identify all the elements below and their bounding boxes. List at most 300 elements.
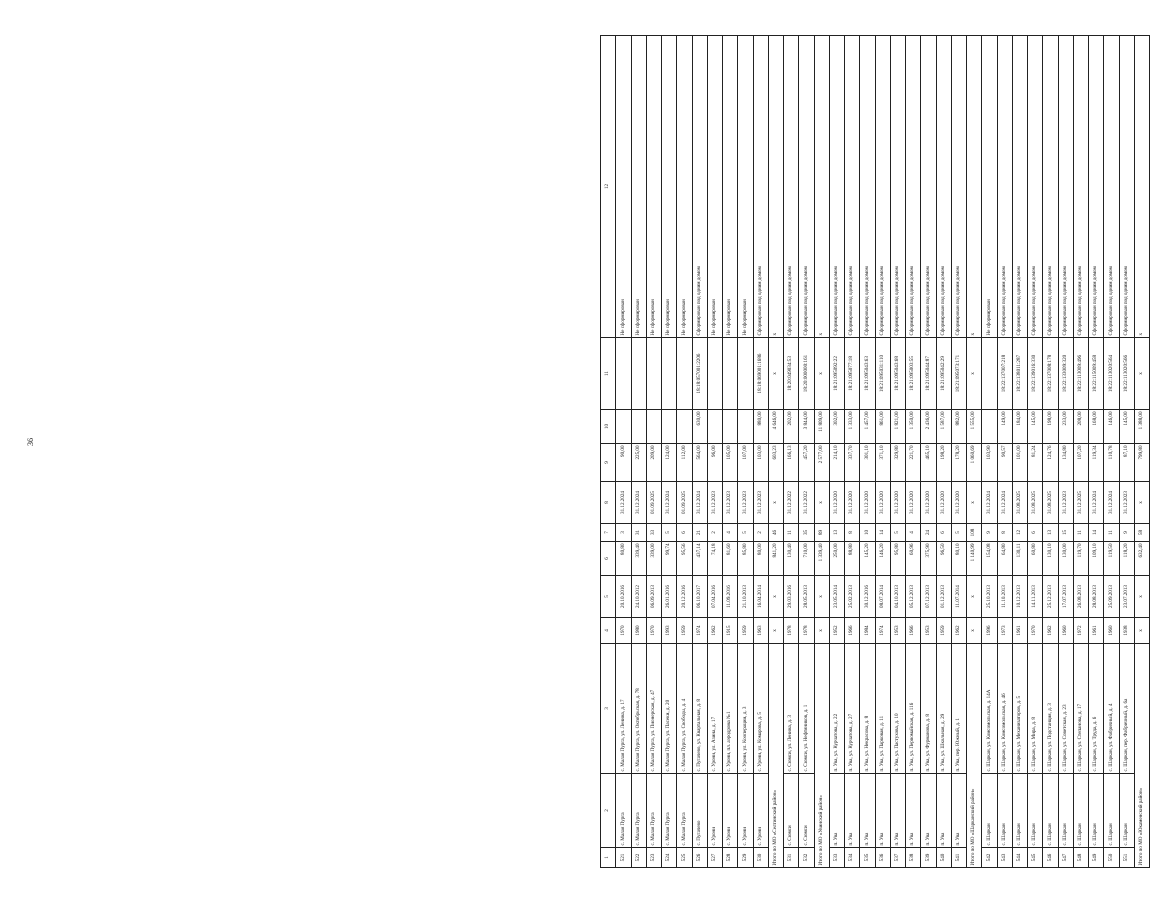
table-cell: 10 (860, 524, 875, 542)
table-cell (631, 338, 646, 410)
table-cell: п. Ува, ул. Фурманова, д. 8 (921, 644, 936, 774)
table-cell: 233,00 (1058, 410, 1073, 444)
table-cell: 31.08.2025 (1043, 482, 1058, 524)
table-cell: 96,00 (707, 444, 722, 482)
table-row (1028, 36, 1043, 868)
table-cell: 31.12.2020 (921, 482, 936, 524)
table-cell: Не сформирован (677, 36, 692, 338)
subtotal-label: Итого по МО «Селтинский район» (768, 644, 783, 868)
table-row (662, 36, 677, 868)
table-cell: с. Урони, ул. Кооперации, д. 3 (738, 644, 753, 774)
table-cell: 20.12.2016 (677, 576, 692, 618)
table-cell: 18:22:113009:496 (1073, 338, 1088, 410)
table-cell: 24 (921, 524, 936, 542)
table-cell: 89 (814, 524, 829, 542)
table-cell: 1 587,00 (936, 410, 951, 444)
table-cell: 1970 (1028, 618, 1043, 644)
table-cell: 603,23 (768, 444, 783, 482)
table-cell: 11 (784, 524, 799, 542)
table-cell: с. Шаркан, ул. Комсомольская, д. 46 (997, 644, 1012, 774)
table-cell: 437,14 (692, 542, 707, 576)
table-cell: 198,00 (1043, 410, 1058, 444)
table-cell: с. Сюмси, ул. Нефтяников, д. 1 (799, 644, 814, 774)
table-cell: 1996 (982, 618, 997, 644)
table-cell: Не сформирован (662, 36, 677, 338)
table-cell: 87,10 (1119, 444, 1134, 482)
table-cell: п. Ува, ул. Пастухова, д. 10 (890, 644, 905, 774)
table-cell: 5 (662, 524, 677, 542)
table-cell: 225,00 (631, 444, 646, 482)
table-cell: 1 555,00 (967, 410, 982, 444)
table-cell: 184,00 (1012, 410, 1027, 444)
table-cell: 18:21:095044:87 (921, 338, 936, 410)
table-cell: 04.10.2013 (890, 576, 905, 618)
table-cell: Сформирован под одним домом (753, 36, 768, 338)
table-cell: 31.12.2023 (753, 482, 768, 524)
table-cell: x (768, 576, 783, 618)
table-cell: 01.09.2025 (646, 482, 661, 524)
table-cell (662, 338, 677, 410)
table-cell: 549 (1089, 848, 1104, 868)
table-cell: 85,80 (738, 542, 753, 576)
table-cell: x (814, 618, 829, 644)
table-cell: п. Ува (845, 774, 860, 848)
table-cell: 31.12.2020 (890, 482, 905, 524)
table-cell: с. Урони, ул. Комарова, д. 5 (753, 644, 768, 774)
table-row (1043, 36, 1058, 868)
table-cell: п. Ува, ул. Первомайская, д. 116 (906, 644, 921, 774)
table-cell: п. Ува (936, 774, 951, 848)
table-cell: 18:21:095031:110 (875, 338, 890, 410)
table-cell: 145,00 (1119, 410, 1134, 444)
table-cell: с. Шаркан (1028, 774, 1043, 848)
table-cell: Не сформирован (982, 36, 997, 338)
table-cell: 101,00 (1012, 444, 1027, 482)
table-row (1058, 36, 1073, 868)
table-cell: 103,00 (753, 444, 768, 482)
table-cell (982, 338, 997, 410)
table-cell: 90,57 (997, 444, 1012, 482)
table-cell: 548 (1073, 848, 1088, 868)
table-cell: с. Малая Пурга (646, 774, 661, 848)
table-cell: 534 (845, 848, 860, 868)
table-cell: 523 (646, 848, 661, 868)
table-cell: с. Малая Пурга, ул. Свободы, д. 4 (677, 644, 692, 774)
table-cell: 31.12.2024 (616, 482, 631, 524)
table-cell: с. Урони (707, 774, 722, 848)
table-cell: 551 (1119, 848, 1134, 868)
table-cell: 26.01.2016 (662, 576, 677, 618)
table-cell: 31.12.2024 (692, 482, 707, 524)
table-cell: 60,96 (906, 542, 921, 576)
table-cell: 15 (1058, 524, 1073, 542)
table-row (784, 36, 799, 868)
table-cell: 882,00 (951, 410, 966, 444)
table-cell: 18:22:137008:178 (1043, 338, 1058, 410)
table-cell: 25.12.2013 (1043, 576, 1058, 618)
table-row (1012, 36, 1027, 868)
table-cell: 1962 (707, 618, 722, 644)
table-cell: 550 (1104, 848, 1119, 868)
table-body (601, 36, 1150, 868)
table-cell: 31.08.2025 (1028, 482, 1043, 524)
table-cell (616, 338, 631, 410)
table-row (890, 36, 905, 868)
table-cell: 18:22:133009:320 (1058, 338, 1073, 410)
table-cell: 80,80 (616, 542, 631, 576)
table-cell: 1993 (662, 618, 677, 644)
table-cell: 525 (677, 848, 692, 868)
column-header: 11 (601, 338, 616, 410)
table-cell: с. Шаркан, ул. Фабричный, д. 4 (1104, 644, 1119, 774)
table-cell: с. Шаркан (1058, 774, 1073, 848)
table-cell: п. Ува, ул. Курчатова, д. 27 (845, 644, 860, 774)
table-cell: 18:21:095043:63 (860, 338, 875, 410)
table-cell: с. Малая Пурга (662, 774, 677, 848)
table-cell: x (1134, 36, 1149, 338)
table-cell: 1970 (646, 618, 661, 644)
table-cell (723, 338, 738, 410)
subtotal-row (1134, 36, 1149, 868)
table-cell: с. Малая Пурга, ул. Пионерская, д. 47 (646, 644, 661, 774)
table-cell (646, 338, 661, 410)
table-cell: с. Урони (723, 774, 738, 848)
table-cell: x (814, 338, 829, 410)
table-row (631, 36, 646, 868)
table-cell: 8 (997, 524, 1012, 542)
table-cell: с. Сюмси, ул. Ленина, д. 3 (784, 644, 799, 774)
subtotal-label: Итого по МО «Шарканский район» (967, 644, 982, 868)
table-cell: 524 (662, 848, 677, 868)
table-cell: 541 (951, 848, 966, 868)
table-cell: Сформирован под одним домом (936, 36, 951, 338)
table-cell: 124,76 (1043, 444, 1058, 482)
table-cell: 209,00 (646, 444, 661, 482)
table-cell: 540 (936, 848, 951, 868)
table-cell: Не сформирован (646, 36, 661, 338)
table-cell: 1959 (936, 618, 951, 644)
table-cell: 23.05.2014 (829, 576, 844, 618)
table-cell: 178,20 (951, 444, 966, 482)
table-cell: Сформирован под одним домом (845, 36, 860, 338)
table-cell: 198,20 (936, 444, 951, 482)
table-cell: 799,80 (1134, 444, 1149, 482)
table-cell: 31.12.2023 (1119, 482, 1134, 524)
table-cell: 31.12.2024 (662, 482, 677, 524)
table-cell: 465,10 (921, 444, 936, 482)
table-cell: 536 (875, 848, 890, 868)
table-cell: 06.10.2017 (692, 576, 707, 618)
table-cell: 13 (1043, 524, 1058, 542)
table-cell: Сформирован под одним домом (997, 36, 1012, 338)
table-cell: 145,20 (860, 542, 875, 576)
table-cell: 58 (1134, 524, 1149, 542)
table-cell: 13 (829, 524, 844, 542)
table-cell: Не сформирован (616, 36, 631, 338)
table-cell: Сформирован под одним домом (784, 36, 799, 338)
table-cell: Сформирован под одним домом (1028, 36, 1043, 338)
table-cell: 31.12.2024 (631, 482, 646, 524)
table-cell: 6 (1028, 524, 1043, 542)
table-cell: 25.10.2013 (982, 576, 997, 618)
table-cell: x (967, 338, 982, 410)
table-cell: x (768, 482, 783, 524)
table-row (829, 36, 844, 868)
housing-register-table (600, 35, 1150, 868)
table-cell: 3 (616, 524, 631, 542)
table-cell: 538 (906, 848, 921, 868)
table-cell (707, 410, 722, 444)
table-cell: 130,40 (784, 542, 799, 576)
table-cell: с. Пугачево, ул. Квартальная, д. 8 (692, 644, 707, 774)
table-cell: 11.10.2013 (997, 576, 1012, 618)
table-cell: Не сформирован (631, 36, 646, 338)
table-cell: x (814, 482, 829, 524)
page-number: 36 (26, 438, 35, 446)
table-cell: 31.12.2024 (1104, 482, 1119, 524)
table-cell: x (1134, 338, 1149, 410)
table-cell: 1973 (997, 618, 1012, 644)
table-cell: 01.12.2013 (936, 576, 951, 618)
table-cell: 14 (875, 524, 890, 542)
table-cell: x (967, 482, 982, 524)
table-cell: 46 (768, 524, 783, 542)
table-cell: с. Малая Пурга (631, 774, 646, 848)
subtotal-label: Итого по МО «Увинский район» (814, 644, 829, 868)
rotated-table-container (600, 36, 1150, 868)
column-header: 5 (601, 576, 616, 618)
table-cell: 149,00 (997, 410, 1012, 444)
table-cell: 1974 (692, 618, 707, 644)
table-cell: 90,00 (616, 444, 631, 482)
table-cell: 8 (845, 524, 860, 542)
subtotal-row (814, 36, 829, 868)
table-cell: Сформирован под одним домом (1104, 36, 1119, 338)
table-cell: 522 (631, 848, 646, 868)
table-cell: 23.07.2013 (1119, 576, 1134, 618)
table-cell: Не сформирован (738, 36, 753, 338)
column-header: 9 (601, 444, 616, 482)
table-cell: 107,20 (1073, 444, 1088, 482)
table-cell: 06.09.2013 (646, 576, 661, 618)
table-cell: x (814, 576, 829, 618)
table-cell: 110,78 (1104, 444, 1119, 482)
table-cell: 542 (982, 848, 997, 868)
table-cell: 109,10 (1089, 542, 1104, 576)
table-cell: 29.03.2016 (784, 576, 799, 618)
table-cell: 1978 (784, 618, 799, 644)
table-row (982, 36, 997, 868)
table-cell: 119,70 (1073, 542, 1088, 576)
column-header: 10 (601, 410, 616, 444)
table-cell: Сформирован под одним домом (1058, 36, 1073, 338)
table-cell: x (768, 338, 783, 410)
table-cell: 12 (1012, 524, 1027, 542)
table-cell: 1966 (845, 618, 860, 644)
table-cell: x (814, 36, 829, 338)
column-header: 3 (601, 644, 616, 774)
table-cell: 533 (829, 848, 844, 868)
table-cell: п. Ува (921, 774, 936, 848)
table-cell (662, 410, 677, 444)
table-row (753, 36, 768, 868)
table-cell: 1 333,00 (845, 410, 860, 444)
table-cell (982, 410, 997, 444)
table-cell: 18:21:095092:22 (829, 338, 844, 410)
table-cell: 130,11 (1012, 542, 1027, 576)
table-cell: 154,08 (982, 542, 997, 576)
table-cell: п. Ува, пер. Южный, д. 1 (951, 644, 966, 774)
table-cell: 130,00 (1058, 542, 1073, 576)
table-cell: 18:18:069001:1686 (753, 338, 768, 410)
table-cell: 05.12.2013 (906, 576, 921, 618)
table-cell: 2 (753, 524, 768, 542)
table-cell: 31.12.2024 (982, 482, 997, 524)
table-cell: 18:22:113020:564 (1104, 338, 1119, 410)
table-cell: 250,00 (829, 542, 844, 576)
table-cell: 3 844,00 (799, 410, 814, 444)
table-row (1089, 36, 1104, 868)
table-cell (707, 338, 722, 410)
table-cell: 35 (799, 524, 814, 542)
table-cell: 2 577,00 (814, 444, 829, 482)
table-cell: с. Малая Пурга (677, 774, 692, 848)
table-cell: 124,00 (662, 444, 677, 482)
table-row (677, 36, 692, 868)
table-row (1119, 36, 1134, 868)
table-cell: x (967, 36, 982, 338)
table-cell: 1959 (738, 618, 753, 644)
table-cell: 11 809,00 (814, 410, 829, 444)
column-header: 4 (601, 618, 616, 644)
table-cell: 544 (1012, 848, 1027, 868)
table-cell: 168,00 (1089, 410, 1104, 444)
table-cell: 1963 (753, 618, 768, 644)
table-cell: 26.08.2013 (1073, 576, 1088, 618)
table-cell: 1938 (1119, 618, 1134, 644)
table-cell: Сформирован под одним домом (906, 36, 921, 338)
table-row (921, 36, 936, 868)
table-cell: 18:20:049034:53 (784, 338, 799, 410)
table-cell: 1959 (677, 618, 692, 644)
table-cell: п. Ува (951, 774, 966, 848)
table-cell: 214,10 (829, 444, 844, 482)
table-cell: 146,00 (1104, 410, 1119, 444)
table-cell: 145,00 (1028, 410, 1043, 444)
table-cell: Сформирован под одним домом (1119, 36, 1134, 338)
subtotal-label: Итого по МО «Юкаменский район» (1134, 644, 1149, 868)
table-row (1073, 36, 1088, 868)
table-cell: 4 646,00 (768, 410, 783, 444)
table-cell: 28.05.2013 (799, 576, 814, 618)
table-row (646, 36, 661, 868)
table-cell: 31.12.2022 (784, 482, 799, 524)
table-cell: п. Ува (829, 774, 844, 848)
table-cell: 1966 (906, 618, 921, 644)
table-row (723, 36, 738, 868)
table-cell: x (768, 618, 783, 644)
table-cell: п. Ува, ул. Школьная, д. 29 (936, 644, 951, 774)
table-cell: 18:22:113020:566 (1119, 338, 1134, 410)
table-row (845, 36, 860, 868)
table-cell (738, 338, 753, 410)
table-cell: п. Ува, ул. Курчатова, д. 22 (829, 644, 844, 774)
table-cell: Сформирован под одним домом (921, 36, 936, 338)
table-cell: с. Шаркан (1104, 774, 1119, 848)
table-cell: 1972 (1073, 618, 1088, 644)
table-row (616, 36, 631, 868)
table-cell: п. Ува (906, 774, 921, 848)
table-cell: с. Сюмси (784, 774, 799, 848)
column-header: 2 (601, 774, 616, 848)
table-cell: 31.12.2020 (829, 482, 844, 524)
table-cell: 526 (692, 848, 707, 868)
table-cell: 17.07.2013 (1058, 576, 1073, 618)
table-cell: Сформирован под одним домом (860, 36, 875, 338)
table-cell: с. Шаркан (1012, 774, 1027, 848)
table-cell: 01.09.2025 (677, 482, 692, 524)
table-cell: с. Шаркан, ул. Подстанция, д. 3 (1043, 644, 1058, 774)
table-cell: 337,70 (845, 444, 860, 482)
table-cell (616, 410, 631, 444)
table-cell: 31.12.2020 (906, 482, 921, 524)
table-cell: с. Шаркан (1073, 774, 1088, 848)
table-cell: 301,10 (860, 444, 875, 482)
table-cell: 31.12.2020 (875, 482, 890, 524)
table-cell: с. Сюмси (799, 774, 814, 848)
table-cell: 457,20 (799, 444, 814, 482)
table-cell: с. Шаркан, ул. Советская, д. 23 (1058, 644, 1073, 774)
table-cell: 81,24 (1028, 444, 1043, 482)
table-row (860, 36, 875, 868)
table-cell (738, 410, 753, 444)
table-cell: п. Ува, ул. Некрасова, д. 8 (860, 644, 875, 774)
table-cell: 88,80 (845, 542, 860, 576)
table-cell: 521 (616, 848, 631, 868)
table-cell: 166,13 (784, 444, 799, 482)
table-cell: 531 (784, 848, 799, 868)
table-cell: 339,00 (646, 542, 661, 576)
table-cell: 80,10 (951, 542, 966, 576)
table-cell: с. Урони, ул. Азина, д. 17 (707, 644, 722, 774)
table-cell: 1960 (1104, 618, 1119, 644)
table-cell: 80,00 (753, 542, 768, 576)
table-cell: 543 (997, 848, 1012, 868)
table-cell: с. Шаркан (997, 774, 1012, 848)
table-cell: 530 (753, 848, 768, 868)
table-cell: Сформирован под одним домом (890, 36, 905, 338)
table-cell: 1962 (1043, 618, 1058, 644)
table-cell: 880,00 (753, 410, 768, 444)
table-cell (723, 410, 738, 444)
table-cell: 302,00 (829, 410, 844, 444)
table-cell: 339,40 (631, 542, 646, 576)
table-row (875, 36, 890, 868)
table-cell: Сформирован под одним домом (799, 36, 814, 338)
table-cell: 21.10.2013 (738, 576, 753, 618)
table-cell: 1962 (951, 618, 966, 644)
table-cell: 18:20:000000:161 (799, 338, 814, 410)
table-cell: 96,50 (936, 542, 951, 576)
table-cell: 9 (982, 524, 997, 542)
table-cell: 31.08.2025 (1012, 482, 1027, 524)
table-cell: 11.09.2016 (723, 576, 738, 618)
table-cell: x (1134, 576, 1149, 618)
table-cell: 1915 (723, 618, 738, 644)
table-cell: x (768, 36, 783, 338)
table-row (738, 36, 753, 868)
table-cell (646, 410, 661, 444)
